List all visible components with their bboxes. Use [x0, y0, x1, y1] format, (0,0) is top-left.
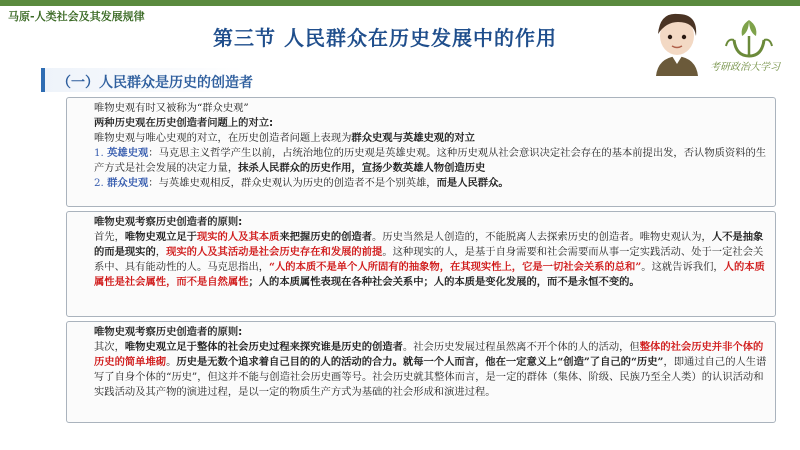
text-segment: 整体的社会历史并非个体的历史的简单堆砌 — [94, 341, 764, 368]
text-segment: 。社会历史发展过程虽然离不开个体的人的活动，但 — [402, 341, 640, 353]
opposition-line — [72, 131, 770, 146]
opposition-text: 唯物史观与唯心史观的对立，在历史创造者问题上表现为 — [94, 132, 352, 144]
historical-views-panel — [66, 97, 776, 207]
text-segment: ；人的本质属性表现在各种社会关系中；人的本质是变化发展的，而不是永恒不变的。 — [248, 276, 640, 288]
text-segment: 人不是抽象的而是现实的 — [94, 231, 764, 258]
text-segment: 。 — [166, 356, 177, 368]
text-segment: 现实的人及其活动是社会历史存在和发展的前提 — [166, 246, 383, 258]
mass-view-emphasis: 而是人民群众。 — [436, 177, 509, 189]
text-segment: 。这种现实的人，是基于自身需要和社会需要而从事一定实践活动、处于一定社会关系中、具有能动性的人。马克思指出， — [94, 246, 764, 273]
intro-text: 唯物史观有时又被称为“群众史观” — [94, 102, 249, 114]
opposition-emphasis: 群众史观与英雄史观的对立 — [351, 132, 475, 144]
brand-text: 考研政治大学习 — [710, 62, 780, 73]
hero-view-number: 1. — [94, 147, 108, 159]
text-segment: ， — [155, 246, 167, 258]
mass-view-label: 群众史观 — [107, 177, 149, 189]
text-segment: 人的本质属性是社会属性，而不是自然属性 — [94, 261, 765, 288]
text-segment: ，即通过自己的人生谱写了自身个体的“历史”，但这并不能与创造社会历史画等号。社会历史就其整体而言，是一定的群体（集体、阶级、民族乃至全人类）的认识活动和实践活动及其产物的演进过程，是以一定的物质生产方式为基础的社会形成和演进过程。 — [94, 356, 767, 398]
principle-two-paragraph — [72, 340, 770, 400]
hero-view-paragraph — [72, 146, 770, 176]
text-segment: 。这就告诉我们， — [641, 261, 724, 273]
hero-view-label: 英雄史观 — [107, 147, 149, 159]
principle-one-panel — [66, 211, 776, 317]
principle-two-panel — [66, 321, 776, 423]
text-segment: 首先， — [94, 231, 125, 243]
intro-line — [72, 101, 770, 116]
text-segment: 唯物史观立足于 — [124, 231, 197, 243]
principle-two-heading: 唯物史观考察历史创造者的原则: — [94, 326, 243, 338]
text-segment: 其次， — [94, 341, 125, 353]
hero-view-emphasis: 抹杀人民群众的历史作用，宣扬少数英雄人物创造历史 — [238, 162, 486, 174]
avatar-cartoon-icon — [648, 8, 706, 76]
mass-view-number: 2. — [94, 177, 108, 189]
mass-view-text: ：与英雄史观相反，群众史观认为历史的创造者不是个别英雄， — [148, 177, 437, 189]
principle-one-heading: 唯物史观考察历史创造者的原则: — [94, 216, 243, 228]
opposition-heading: 两种历史观在历史创造者问题上的对立: — [94, 117, 274, 129]
principle-one-paragraph — [72, 230, 770, 290]
text-segment: “人的本质不是单个人所固有的抽象物，在其现实性上，它是一切社会关系的总和” — [269, 261, 642, 273]
hero-view-text: ：马克思主义哲学产生以前，占统治地位的历史观是英雄史观。这种历史观从社会意识决定社会存在的基本前提出发，否认物质资料的生产方式是社会发展的决定力量， — [94, 147, 767, 174]
mass-view-paragraph — [72, 176, 770, 191]
section-heading-text: （一）人民群众是历史的创造者 — [57, 75, 253, 91]
course-subject: 马原-人类社会及其发展规律 — [8, 10, 145, 23]
text-segment: 唯物史观立足于整体的社会历史过程来探究谁是历史的创造者 — [124, 341, 403, 353]
section-heading — [41, 68, 261, 94]
text-segment: 。历史当然是人创造的，不能脱离人去探索历史的创造者。唯物史观认为， — [372, 231, 712, 243]
page-title: 第三节 人民群众在历史发展中的作用 — [213, 26, 557, 50]
text-segment: 历史是无数个追求着自己目的的人的活动的合力。就每一个人而言，他在一定意义上“创造”了自己的“历史” — [176, 356, 664, 368]
text-segment: 来把握历史的创造者 — [279, 231, 373, 243]
top-accent-bar — [0, 0, 800, 6]
text-segment: 现实的人及其本质 — [196, 231, 280, 243]
